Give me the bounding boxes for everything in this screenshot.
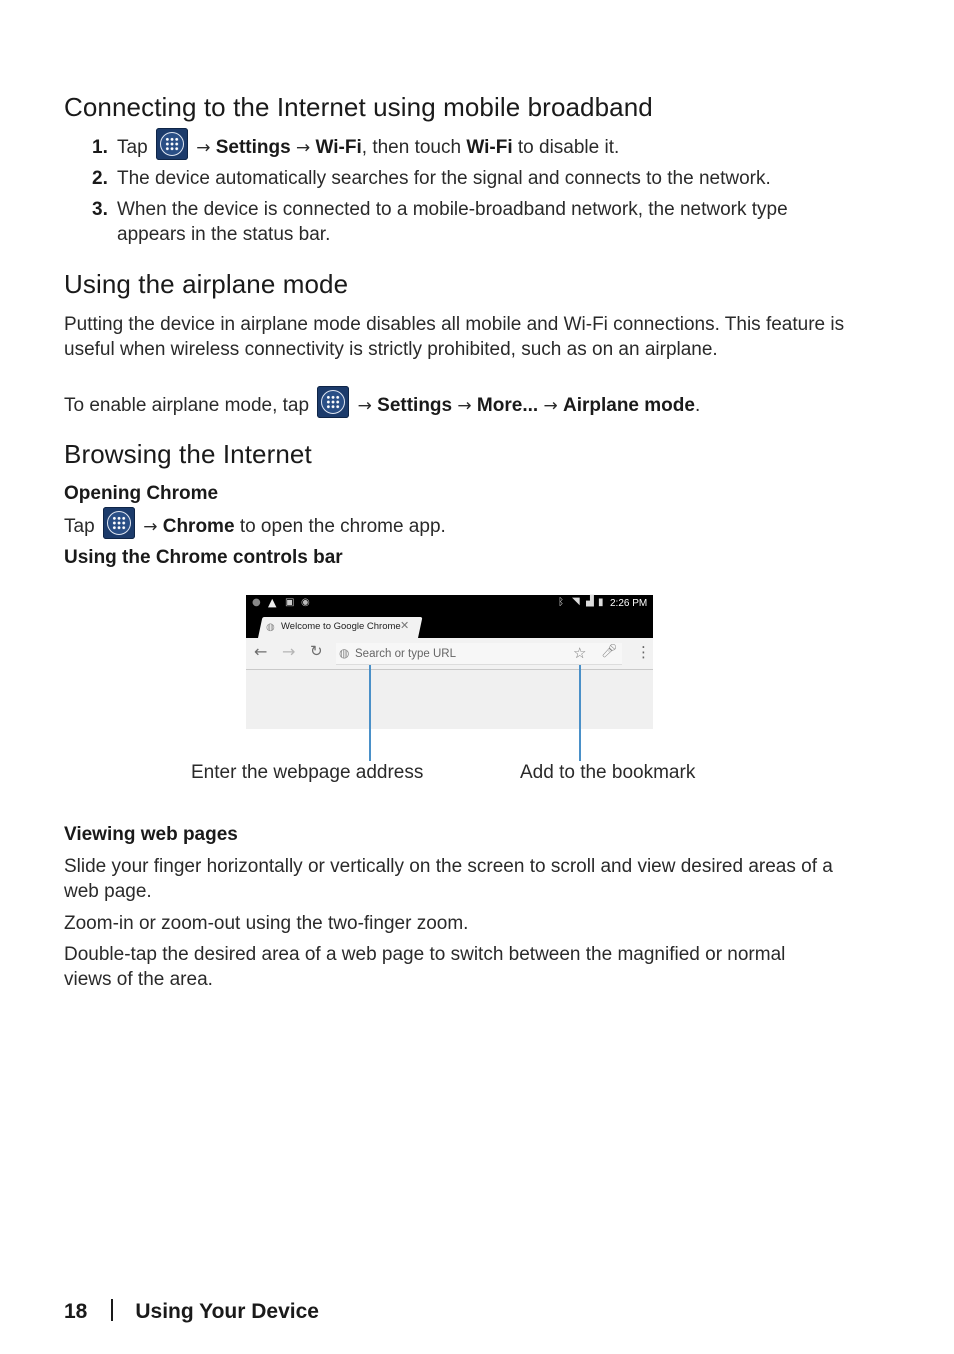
battery-icon: ▮: [598, 597, 604, 608]
opening-chrome-line: [64, 514, 854, 540]
step-text: The device automatically searches for the signal and connects to the network.: [117, 168, 771, 189]
address-callout-line: [369, 665, 371, 761]
step-text: When the device is connected to a mobile-broadband network, the network type appears in the status bar.: [117, 199, 788, 245]
page-content-area: [246, 670, 653, 729]
heading-browsing: Browsing the Internet: [64, 439, 312, 469]
heading-airplane-mode: Using the airplane mode: [64, 269, 349, 299]
chrome-screenshot: [246, 595, 653, 729]
tab-title: Welcome to Google Chrome: [281, 621, 401, 632]
arrow-icon: →: [543, 396, 558, 416]
caption-address: Enter the webpage address: [191, 762, 424, 783]
footer-divider: [111, 1299, 113, 1321]
signal-icon: ▟: [586, 596, 594, 607]
disable-text: to disable it.: [517, 137, 620, 158]
step-number: 3.: [92, 199, 108, 220]
step-number: 2.: [92, 168, 108, 189]
viewing-paragraph-2: Zoom-in or zoom-out using the two-finger zoom.: [64, 913, 469, 934]
tap-word: Tap: [64, 516, 95, 537]
page-footer: [64, 1299, 319, 1324]
dell-icon: ◉: [301, 597, 310, 608]
airplane-enable-line: [64, 393, 854, 419]
settings-label: Settings: [377, 395, 453, 416]
viewing-paragraph-1: Slide your finger horizontally or vertically on the screen to scroll and view desired areas of a web page.: [64, 856, 833, 902]
chrome-label: Chrome: [162, 516, 235, 537]
back-icon[interactable]: ←: [254, 642, 268, 661]
heading-mobile-broadband: Connecting to the Internet using mobile broadband: [64, 92, 653, 122]
bookmark-callout-line: [579, 665, 581, 761]
then-text: , then touch: [361, 137, 462, 158]
address-bar-placeholder: Search or type URL: [355, 648, 456, 660]
reload-icon[interactable]: ↻: [310, 642, 323, 660]
warning-icon: ▲: [268, 596, 277, 609]
apps-icon: [317, 386, 349, 418]
microphone-icon[interactable]: 🎤︎: [601, 644, 618, 659]
wifi-icon: ◥: [572, 596, 580, 607]
caption-bookmark: Add to the bookmark: [520, 762, 696, 783]
footer-section-title: Using Your Device: [135, 1300, 319, 1323]
status-bar: [246, 595, 653, 613]
bookmark-star-icon[interactable]: ☆: [573, 644, 587, 662]
download-icon: ▣: [285, 597, 295, 608]
wifi-label-2: Wi-Fi: [466, 137, 513, 158]
globe-icon: ◍: [339, 646, 350, 660]
subheading-opening-chrome: Opening Chrome: [64, 483, 219, 504]
forward-icon[interactable]: →: [282, 642, 296, 661]
apps-icon: [103, 507, 135, 539]
arrow-icon: →: [295, 138, 311, 158]
clock: 2:26 PM: [610, 598, 648, 609]
subheading-controls-bar: Using the Chrome controls bar: [64, 547, 343, 568]
arrow-icon: →: [457, 396, 472, 416]
menu-icon[interactable]: ⋮: [636, 643, 651, 661]
apps-icon: [156, 128, 188, 160]
step-text: [117, 135, 862, 161]
tap-word: Tap: [117, 137, 148, 158]
arrow-icon: →: [143, 517, 158, 537]
arrow-icon: →: [357, 396, 372, 416]
arrow-icon: →: [196, 138, 211, 158]
open-suffix: to open the chrome app.: [239, 516, 446, 537]
airplane-mode-label: Airplane mode: [562, 395, 695, 416]
enable-prefix: To enable airplane mode, tap: [64, 395, 310, 416]
notification-icon: ●: [252, 597, 261, 608]
settings-label: Settings: [215, 137, 291, 158]
page-number: 18: [64, 1300, 88, 1323]
subheading-viewing-pages: Viewing web pages: [64, 824, 238, 845]
bluetooth-icon: ᛒ: [558, 597, 564, 608]
airplane-paragraph: Putting the device in airplane mode disables all mobile and Wi-Fi connections. This feature is useful when wireless connectivity is strictly prohibited, such as on an airplane.: [64, 314, 845, 360]
period: .: [694, 395, 701, 416]
more-label: More...: [476, 395, 539, 416]
close-tab-icon[interactable]: ✕: [400, 620, 410, 632]
step-number: 1.: [92, 137, 108, 158]
viewing-paragraph-3: Double-tap the desired area of a web page to switch between the magnified or normal views of the area.: [64, 944, 786, 990]
wifi-label: Wi-Fi: [315, 137, 362, 158]
globe-icon: ◍: [266, 622, 275, 633]
